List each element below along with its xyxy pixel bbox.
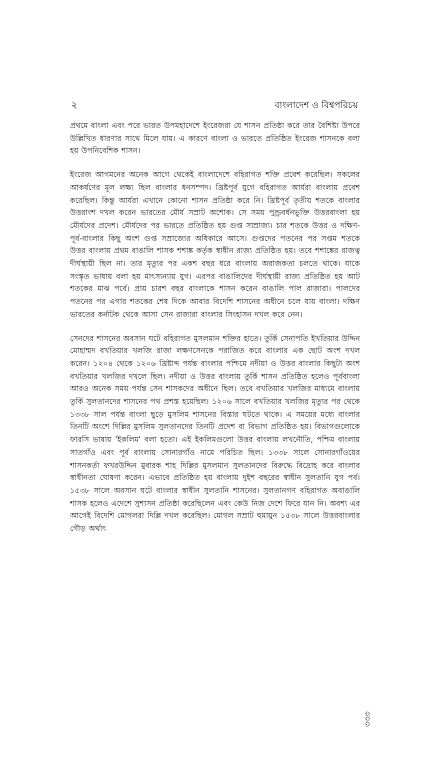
paragraph-sultanate-era: সেনদের শাসনের অবসান ঘটে বহিরাগত মুসলমান শক্তির হাতে। তুর্কি সেনাপতি ইখতিয়ার উদ্দিন মোহাম্মদ বখতিয়ার খলজি রাজা লক্ষণসেনকে পরাজিত করে বাংলার এক ছোট অংশ দখল করেন। ১২০৪ থেকে ১২০৬ খ্রিষ্টাব্দ পর্যন্ত বাংলার পশ্চিমে নদীয়া ও উত্তর বাংলার কিছুটা অংশ বখতিয়ার খলজির দখলে ছিল। নদীয়া ও উত্তর বাংলায় তুর্কি শাসন প্রতিষ্ঠিত হলেও পূর্ববাংলা আরও অনেক সময় পর্যন্ত সেন শাসকদের অধীনে ছিল। তবে বখতিয়ার খলজির মাধ্যমে বাংলায় তুর্কি সুলতানদের শাসনের পথ প্রশস্ত হয়েছিল। ১২০৬ সালে বখতিয়ার খলজির মৃত্যুর পর থেকে ১৩৩৮ সাল পর্যন্ত বাংলা ছুড়ে মুসলিম শাসনের বিস্তার ঘটতে থাকে। এ সময়ের মধ্যে বাংলার তিনটি অংশে দিল্লির মুসলিম সুলতানদের তিনটি প্রদেশ বা বিভাগ প্রতিষ্ঠিত হয়। বিভাগগুলোকে ফারসি ভাষায় 'ইকলিম' বলা হতো। এই ইকলিমগুলো উত্তর বাংলায় লখনৌতি, পশ্চিম বাংলায় সাতগাঁও এবং পূর্ব বাংলায় সোনারগাঁও নামে পরিচিত ছিল। ১৩৩৮ সালে সোনারগাঁওয়ের শাসনকর্তা ফখরউদ্দিন মুবারক শাহ দিল্লির মুসলমান সুলতানদের বিরুদ্ধে বিদ্রোহ করে বাংলার স্বাধীনতা ঘোষণা করেন। এভাবে প্রতিষ্ঠিত হয় বাংলায় দুইশ বছরের স্বাধীন সুলতানি যুগ পর্ব। ১৫৩৮ সালে অবসান ঘটে বাংলার স্বাধীন সুলতানি শাসনের। সুলতানগণ বহিরাগত অবাঙালি শাসক হলেও এদেশে সুশাসন প্রতিষ্ঠা করেছিলেন এবং কেউ নিজ দেশে ফিরে যান নি। অবশ্য এর আগেই বিদেশি মোগলরা দিল্লি দখল করেছিল। মোগল সম্রাট হুমায়ুন ১৫৩৮ সালে উত্তরবাংলার গৌড় অর্থাৎ xyxy=(70,333,360,534)
page-number: ২ xyxy=(71,100,78,111)
running-header: বাংলাদেশ ও বিশ্বপরিচয় xyxy=(274,101,358,111)
margin-page-mark: ৩৩৩ xyxy=(363,711,372,727)
paragraph-colonial-rule: প্রথমে বাংলা এবং পরে ভারত উপমহাদেশে ইংরেজরা যে শাসন প্রতিষ্ঠা করে তার বৈশিষ্ট্য উপরে উল্লিখিত ধারণার সাথে মিলে যায়। এ কারণে বাংলা ও ভারতে প্রতিষ্ঠিত ইংরেজ শাসনকে বলা হয় উপনিবেশিক শাসন। xyxy=(70,121,360,156)
paragraph-outside-powers: ইংরেজ আগমনের অনেক আগে থেকেই বাংলাদেশে বহিরাগত শক্তি প্রবেশ করেছিল। সকলের আকর্ষণের মূল লক্ষ্য ছিল বাংলার ধনসম্পদ। খ্রিষ্টপূর্ব যুগে বহিরাগত আর্যরা বাংলায় প্রবেশ করেছিল। কিন্তু আর্যরা এখানে কোনো শাসন প্রতিষ্ঠা করে নি। খ্রিষ্টপূর্ব তৃতীয় শতকে বাংলার উত্তরাংশ দখল করেন ভারতের মৌর্য সম্রাট অশোক। সে সময় পুণ্ড্রবর্ধনভুক্তি উত্তরবাংলা হয় মৌর্যদের প্রদেশ। মৌর্যদের পর ভারতে প্রতিষ্ঠিত হয় গুপ্ত সাম্রাজ্য। চার শতকে উত্তর ও দক্ষিণ-পূর্ব-বাংলার কিছু অংশ গুপ্ত সম্রাজ্যের অধিকারে আসে। গুপ্তদের পতনের পর সপ্তম শতকে উত্তর বাংলায় প্রথম বাঙালি শাসক শশাঙ্ক কর্তৃক স্বাধীন রাজ্য প্রতিষ্ঠিত হয়। তবে শশাঙ্কের রাজত্ব দীর্ঘস্থায়ী ছিল না। তার মৃত্যুর পর একশ বছর ধরে বাংলায় অরাজকতা চলতে থাকে। যাকে সংস্কৃত ভাষায় বলা হয় মাৎস্যন্যায় যুগ। এরপর বাঙালিদের দীর্ঘস্থায়ী রাজ্য প্রতিষ্ঠিত হয় আট শতকের মাঝ পর্বে। প্রায় চারশ বছর বাংলাকে শাসন করেন বাঙালি পাল রাজারা। পালদের পতনের পর এগার শতকের শেষ দিকে আবার বিদেশি শাসনের অধীনে চলে যায় বাংলা। দক্ষিণ ভারতের কর্নাটক থেকে আসা সেন রাজারা বাংলার সিংহাসন দখল করে নেন। xyxy=(70,170,360,319)
body-text xyxy=(70,120,360,547)
